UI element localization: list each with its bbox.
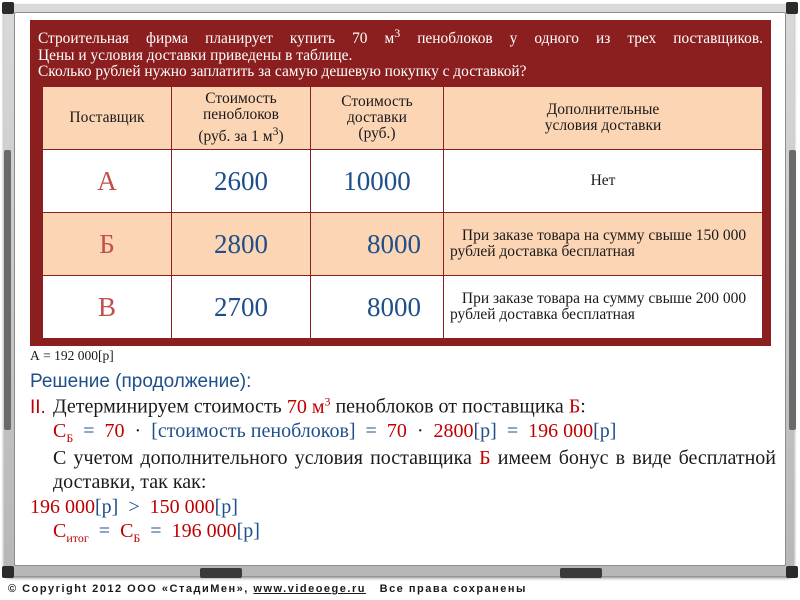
calc-line: $С_Б = 70$ · [стоимость пеноблоков] = 70 · 2800[р] = 196 000[р] — [53, 420, 617, 445]
task-line-1 — [38, 25, 763, 48]
condition-cell: При заказе товара на сумму свыше 200 000 рублей доставка бесплатная — [444, 276, 763, 339]
header-delivery: Стоимость доставки (руб.) — [311, 87, 444, 150]
supplier-cell: Б — [43, 213, 172, 276]
condition-cell: Нет — [444, 150, 763, 213]
header-extra-conditions: Дополнительные условия доставки — [444, 87, 763, 150]
header-supplier: Поставщик — [43, 87, 172, 150]
copyright-footer — [8, 583, 527, 595]
delivery-cell: 10000 — [311, 150, 444, 213]
frame-corner — [2, 2, 14, 14]
explanation-paragraph: С учетом дополнительного условия поставщика Б имеем бонус в виде бесплатной доставки, так как: — [53, 447, 776, 493]
rights-text: Все права сохранены — [379, 583, 527, 595]
delivery-cell: 8000 — [311, 213, 444, 276]
price-cell: 2700 — [172, 276, 311, 339]
task-panel — [30, 20, 771, 346]
delivery-cell: 8000 — [311, 276, 444, 339]
frame-corner — [2, 566, 14, 578]
task-statement — [38, 25, 763, 81]
step-number: II. — [30, 397, 46, 418]
task-line-3: Сколько рублей нужно заплатить за самую дешевую покупку с доставкой? — [38, 63, 527, 81]
header-price: Стоимость пеноблоков (руб. за 1 $м^3$) — [172, 87, 311, 150]
suppliers-table — [42, 86, 763, 339]
table-row — [43, 213, 763, 276]
frame-corner — [786, 2, 798, 14]
table-row — [43, 276, 763, 339]
frame-clip — [560, 568, 602, 578]
supplier-cell: А — [43, 150, 172, 213]
supplier-cell: В — [43, 276, 172, 339]
site-link[interactable]: www.videoege.ru — [253, 583, 366, 595]
step-statement: Детерминируем стоимость 70 $м^3$ пеноблоков от поставщика Б: — [53, 394, 586, 418]
frame-corner — [786, 566, 798, 578]
task-line-2: Цены и условия доставки приведены в таблице. — [38, 46, 353, 64]
frame-clip — [200, 568, 242, 578]
comparison-line: 196 000[р] > 150 000[р] — [30, 496, 238, 518]
final-line: $С_{итог} = С_Б = 196$ 000[р] — [53, 520, 260, 545]
task-line-1-tail: пеноблоков у одного из трех поставщиков. — [400, 30, 763, 48]
copyright-text: © Copyright 2012 ООО «СтадиМен», — [8, 583, 249, 595]
frame-side-bar — [789, 150, 796, 430]
task-line-1-text: Строительная фирма планирует купить 70 м — [38, 30, 395, 48]
table-row — [43, 150, 763, 213]
price-cell: 2800 — [172, 213, 311, 276]
table-header-row — [43, 87, 763, 150]
unit-exponent: 3 — [394, 26, 401, 40]
previous-result-a: А = 192 000[р] — [30, 348, 114, 363]
frame-side-bar — [4, 150, 11, 430]
condition-cell: При заказе товара на сумму свыше 150 000 рублей доставка бесплатная — [444, 213, 763, 276]
price-cell: 2600 — [172, 150, 311, 213]
solution-title: Решение (продолжение): — [30, 371, 252, 392]
